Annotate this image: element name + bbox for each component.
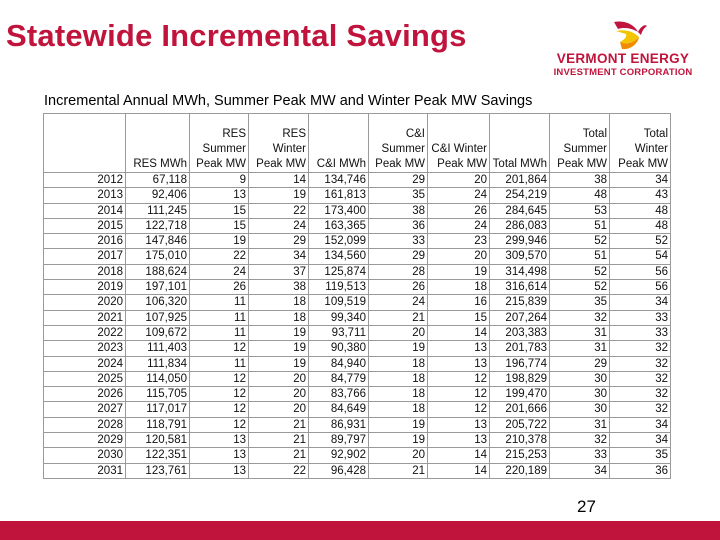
table-row: [44, 417, 671, 432]
table-cell: 147,846: [126, 234, 190, 249]
table-cell: 33: [610, 325, 671, 340]
year-cell: 2013: [44, 188, 126, 203]
table-cell: 119,513: [309, 280, 369, 295]
table-cell: 21: [249, 448, 309, 463]
table-cell: 215,839: [490, 295, 550, 310]
table-cell: 24: [428, 218, 490, 233]
table-cell: 13: [190, 448, 249, 463]
table-cell: 118,791: [126, 417, 190, 432]
table-cell: 14: [428, 463, 490, 478]
table-cell: 11: [190, 325, 249, 340]
table-cell: 314,498: [490, 264, 550, 279]
column-header-line: C&I MWh: [316, 158, 366, 170]
table-cell: 16: [428, 295, 490, 310]
year-cell: 2030: [44, 448, 126, 463]
column-header-line: Summer: [563, 143, 607, 155]
table-row: [44, 173, 671, 188]
table-cell: 21: [249, 417, 309, 432]
column-header: [369, 114, 428, 173]
table-cell: 31: [550, 341, 610, 356]
table-row: [44, 356, 671, 371]
column-header-line: Total: [643, 128, 668, 140]
table-cell: 12: [428, 371, 490, 386]
table-cell: 34: [249, 249, 309, 264]
table-cell: 29: [369, 173, 428, 188]
table-cell: 309,570: [490, 249, 550, 264]
table-cell: 152,099: [309, 234, 369, 249]
table-cell: 111,245: [126, 203, 190, 218]
table-cell: 32: [610, 371, 671, 386]
table-cell: 19: [190, 234, 249, 249]
table-cell: 20: [249, 371, 309, 386]
table-cell: 13: [428, 341, 490, 356]
year-cell: 2021: [44, 310, 126, 325]
table-row: [44, 188, 671, 203]
table-cell: 51: [550, 218, 610, 233]
table-cell: 254,219: [490, 188, 550, 203]
table-row: [44, 341, 671, 356]
table-cell: 198,829: [490, 371, 550, 386]
table-cell: 19: [369, 417, 428, 432]
table-cell: 106,320: [126, 295, 190, 310]
table-cell: 13: [190, 188, 249, 203]
table-row: [44, 387, 671, 402]
column-header-line: RES MWh: [133, 158, 187, 170]
table-cell: 284,645: [490, 203, 550, 218]
table-cell: 22: [249, 203, 309, 218]
table-cell: 24: [249, 218, 309, 233]
table-cell: 96,428: [309, 463, 369, 478]
table-cell: 11: [190, 295, 249, 310]
table-cell: 120,581: [126, 433, 190, 448]
table-cell: 54: [610, 249, 671, 264]
column-header-line: C&I: [405, 128, 425, 140]
table-cell: 13: [428, 433, 490, 448]
table-cell: 48: [610, 203, 671, 218]
table-cell: 26: [190, 280, 249, 295]
table-cell: 35: [369, 188, 428, 203]
column-header: [309, 114, 369, 173]
table-cell: 84,779: [309, 371, 369, 386]
table-cell: 210,378: [490, 433, 550, 448]
table-cell: 13: [190, 463, 249, 478]
column-header: [190, 114, 249, 173]
table-cell: 114,050: [126, 371, 190, 386]
table-cell: 188,624: [126, 264, 190, 279]
table-cell: 99,340: [309, 310, 369, 325]
table-cell: 26: [428, 203, 490, 218]
table-cell: 125,874: [309, 264, 369, 279]
table-cell: 34: [610, 295, 671, 310]
table-cell: 67,118: [126, 173, 190, 188]
table-cell: 12: [190, 387, 249, 402]
table-cell: 15: [190, 203, 249, 218]
table-cell: 134,560: [309, 249, 369, 264]
table-cell: 32: [610, 402, 671, 417]
table-cell: 201,783: [490, 341, 550, 356]
table-cell: 107,925: [126, 310, 190, 325]
column-header-line: Peak MW: [256, 158, 306, 170]
table-header: [44, 114, 671, 173]
column-header: [490, 114, 550, 173]
table-cell: 48: [610, 218, 671, 233]
table-cell: 29: [249, 234, 309, 249]
table-cell: 53: [550, 203, 610, 218]
table-cell: 21: [369, 310, 428, 325]
table-cell: 19: [249, 325, 309, 340]
table-cell: 33: [610, 310, 671, 325]
table-cell: 20: [249, 387, 309, 402]
table-cell: 205,722: [490, 417, 550, 432]
table-cell: 84,649: [309, 402, 369, 417]
table-cell: 20: [428, 173, 490, 188]
table-row: [44, 463, 671, 478]
table-row: [44, 433, 671, 448]
year-cell: 2024: [44, 356, 126, 371]
table-row: [44, 295, 671, 310]
year-cell: 2014: [44, 203, 126, 218]
column-header: [126, 114, 190, 173]
table-cell: 34: [610, 417, 671, 432]
year-cell: 2018: [44, 264, 126, 279]
table-cell: 36: [610, 463, 671, 478]
column-header-line: RES: [222, 128, 246, 140]
table-cell: 175,010: [126, 249, 190, 264]
table-cell: 19: [428, 264, 490, 279]
table-cell: 111,834: [126, 356, 190, 371]
table-row: [44, 371, 671, 386]
table-cell: 207,264: [490, 310, 550, 325]
table-cell: 37: [249, 264, 309, 279]
table-cell: 20: [369, 325, 428, 340]
column-header-line: RES: [282, 128, 306, 140]
table-cell: 31: [550, 417, 610, 432]
table-cell: 90,380: [309, 341, 369, 356]
table-cell: 36: [369, 218, 428, 233]
table-row: [44, 264, 671, 279]
table-cell: 19: [249, 341, 309, 356]
table-cell: 38: [369, 203, 428, 218]
column-header-line: Peak MW: [375, 158, 425, 170]
column-header: [550, 114, 610, 173]
table-cell: 30: [550, 387, 610, 402]
table-row: [44, 234, 671, 249]
column-header-line: Peak MW: [437, 158, 487, 170]
table-cell: 30: [550, 402, 610, 417]
table-cell: 43: [610, 188, 671, 203]
bird-flame-logo-icon: [608, 18, 648, 52]
table-cell: 286,083: [490, 218, 550, 233]
table-cell: 86,931: [309, 417, 369, 432]
table-cell: 84,940: [309, 356, 369, 371]
table-cell: 12: [190, 371, 249, 386]
vermont-energy-logo: [548, 16, 698, 82]
year-cell: 2012: [44, 173, 126, 188]
table-cell: 123,761: [126, 463, 190, 478]
table-row: [44, 218, 671, 233]
table-cell: 19: [369, 341, 428, 356]
table-cell: 92,406: [126, 188, 190, 203]
table-cell: 11: [190, 356, 249, 371]
header-row: [44, 114, 671, 173]
table-cell: 12: [428, 402, 490, 417]
table-row: [44, 448, 671, 463]
year-cell: 2023: [44, 341, 126, 356]
table-cell: 32: [550, 433, 610, 448]
table-cell: 23: [428, 234, 490, 249]
table-cell: 34: [610, 173, 671, 188]
table-row: [44, 280, 671, 295]
table-cell: 109,672: [126, 325, 190, 340]
table-cell: 34: [550, 463, 610, 478]
table-cell: 29: [550, 356, 610, 371]
table-cell: 173,400: [309, 203, 369, 218]
table-cell: 163,365: [309, 218, 369, 233]
table-cell: 109,519: [309, 295, 369, 310]
table-cell: 134,746: [309, 173, 369, 188]
table-cell: 32: [610, 341, 671, 356]
table-row: [44, 203, 671, 218]
table-cell: 11: [190, 310, 249, 325]
table-cell: 24: [369, 295, 428, 310]
year-cell: 2017: [44, 249, 126, 264]
year-cell: 2016: [44, 234, 126, 249]
year-cell: 2028: [44, 417, 126, 432]
year-cell: 2015: [44, 218, 126, 233]
table-cell: 14: [428, 448, 490, 463]
table-cell: 15: [190, 218, 249, 233]
table-cell: 92,902: [309, 448, 369, 463]
logo-line1: VERMONT ENERGY: [556, 51, 690, 66]
table-cell: 31: [550, 325, 610, 340]
table-cell: 93,711: [309, 325, 369, 340]
table-cell: 14: [428, 325, 490, 340]
year-cell: 2020: [44, 295, 126, 310]
footer-bar: [0, 521, 720, 540]
table-cell: 12: [190, 402, 249, 417]
table-cell: 52: [550, 234, 610, 249]
column-header-line: C&I Winter: [431, 143, 487, 155]
table-cell: 197,101: [126, 280, 190, 295]
table-cell: 12: [190, 341, 249, 356]
table-cell: 52: [550, 280, 610, 295]
column-header-line: Peak MW: [557, 158, 607, 170]
table-cell: 122,351: [126, 448, 190, 463]
table-cell: 22: [249, 463, 309, 478]
table-cell: 117,017: [126, 402, 190, 417]
table-cell: 19: [249, 188, 309, 203]
table-row: [44, 402, 671, 417]
table-cell: 29: [369, 249, 428, 264]
table-row: [44, 325, 671, 340]
column-header: [428, 114, 490, 173]
table-cell: 52: [550, 264, 610, 279]
table-cell: 196,774: [490, 356, 550, 371]
table-cell: 34: [610, 433, 671, 448]
table-cell: 215,253: [490, 448, 550, 463]
table-cell: 15: [428, 310, 490, 325]
table-cell: 35: [610, 448, 671, 463]
table-cell: 26: [369, 280, 428, 295]
table-cell: 20: [428, 249, 490, 264]
table-caption: Incremental Annual MWh, Summer Peak MW and Winter Peak MW Savings: [44, 93, 533, 109]
table-cell: 20: [249, 402, 309, 417]
slide-title: Statewide Incremental Savings: [6, 18, 467, 53]
table-cell: 24: [428, 188, 490, 203]
year-cell: 2019: [44, 280, 126, 295]
table-cell: 28: [369, 264, 428, 279]
table-cell: 18: [369, 402, 428, 417]
table-cell: 19: [249, 356, 309, 371]
column-header-line: Winter: [272, 143, 306, 155]
year-cell: 2031: [44, 463, 126, 478]
table-cell: 299,946: [490, 234, 550, 249]
table-body: [44, 173, 671, 479]
table-cell: 13: [428, 356, 490, 371]
column-header-line: Winter: [634, 143, 668, 155]
table-cell: 203,383: [490, 325, 550, 340]
table-cell: 18: [249, 310, 309, 325]
table-cell: 51: [550, 249, 610, 264]
table-cell: 32: [610, 356, 671, 371]
savings-table: [43, 113, 671, 479]
table-cell: 35: [550, 295, 610, 310]
column-header-line: Peak MW: [196, 158, 246, 170]
year-cell: 2026: [44, 387, 126, 402]
year-cell: 2022: [44, 325, 126, 340]
table-cell: 13: [428, 417, 490, 432]
table-cell: 161,813: [309, 188, 369, 203]
table-cell: 32: [610, 387, 671, 402]
table-cell: 12: [190, 417, 249, 432]
table-row: [44, 249, 671, 264]
table-cell: 18: [428, 280, 490, 295]
column-header-line: Summer: [202, 143, 246, 155]
table-cell: 89,797: [309, 433, 369, 448]
table-cell: 52: [610, 234, 671, 249]
table-cell: 316,614: [490, 280, 550, 295]
column-header-line: Total MWh: [492, 158, 547, 170]
table-cell: 18: [369, 387, 428, 402]
year-header: [44, 114, 126, 173]
table-cell: 19: [369, 433, 428, 448]
year-cell: 2029: [44, 433, 126, 448]
table-cell: 201,666: [490, 402, 550, 417]
table-cell: 21: [369, 463, 428, 478]
table-cell: 38: [249, 280, 309, 295]
table-cell: 33: [369, 234, 428, 249]
table-cell: 32: [550, 310, 610, 325]
year-cell: 2027: [44, 402, 126, 417]
column-header-line: Peak MW: [618, 158, 668, 170]
table-cell: 24: [190, 264, 249, 279]
table-cell: 201,864: [490, 173, 550, 188]
page-number: 27: [577, 497, 596, 516]
logo-line2: INVESTMENT CORPORATION: [553, 67, 693, 78]
column-header-line: Total: [582, 128, 607, 140]
table-cell: 22: [190, 249, 249, 264]
table-cell: 220,189: [490, 463, 550, 478]
table-cell: 9: [190, 173, 249, 188]
table-cell: 21: [249, 433, 309, 448]
table-cell: 115,705: [126, 387, 190, 402]
table-cell: 48: [550, 188, 610, 203]
table-cell: 56: [610, 264, 671, 279]
year-cell: 2025: [44, 371, 126, 386]
table-cell: 122,718: [126, 218, 190, 233]
column-header: [610, 114, 671, 173]
table-row: [44, 310, 671, 325]
table-cell: 33: [550, 448, 610, 463]
table-cell: 56: [610, 280, 671, 295]
table-cell: 12: [428, 387, 490, 402]
table-cell: 18: [249, 295, 309, 310]
column-header-line: Summer: [381, 143, 425, 155]
table-cell: 83,766: [309, 387, 369, 402]
table-cell: 20: [369, 448, 428, 463]
table-cell: 18: [369, 356, 428, 371]
column-header: [249, 114, 309, 173]
table-cell: 18: [369, 371, 428, 386]
table-cell: 199,470: [490, 387, 550, 402]
table-cell: 38: [550, 173, 610, 188]
table-cell: 30: [550, 371, 610, 386]
table-cell: 13: [190, 433, 249, 448]
table-cell: 14: [249, 173, 309, 188]
table-cell: 111,403: [126, 341, 190, 356]
